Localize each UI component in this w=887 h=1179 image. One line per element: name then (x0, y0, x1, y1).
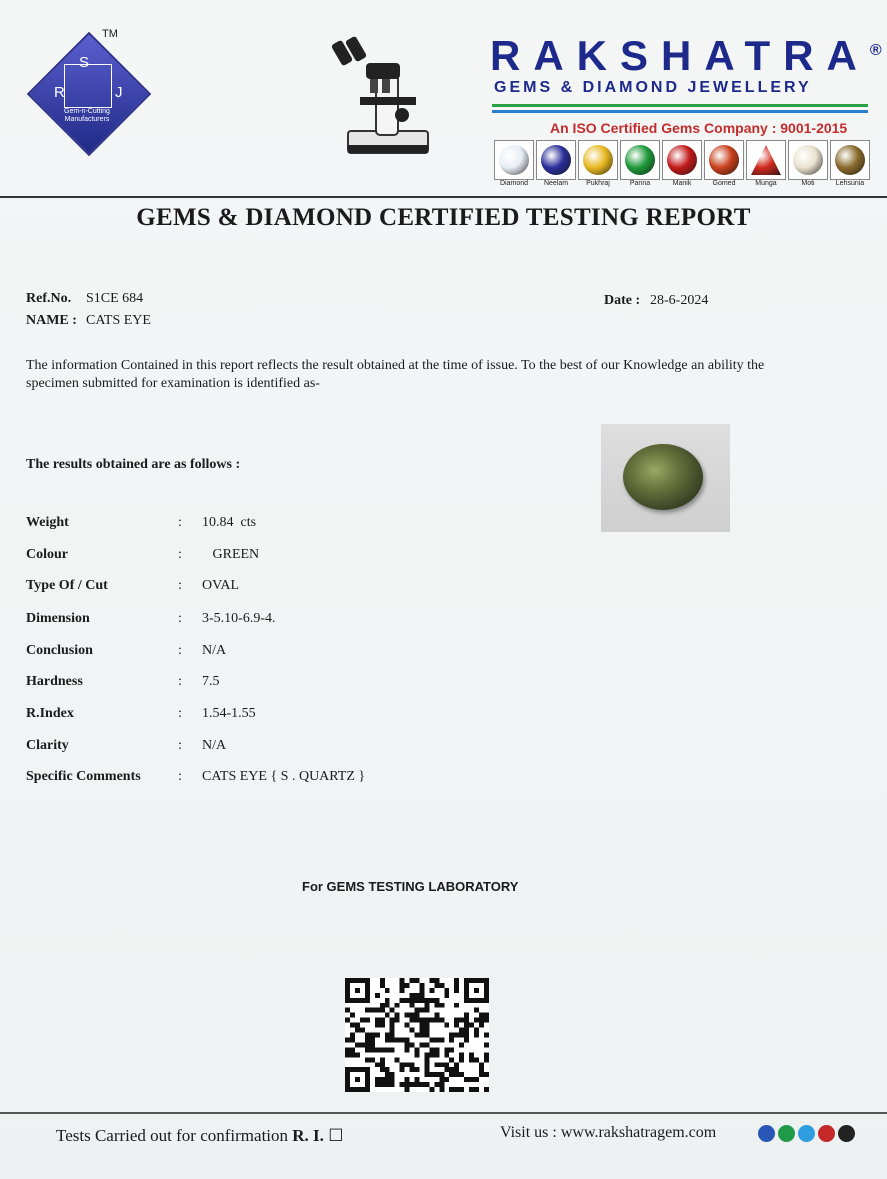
gem-label: Munga (755, 180, 777, 187)
footer-website: Visit us : www.rakshatragem.com (500, 1124, 717, 1141)
spec-value: CATS EYE { S . QUARTZ } (202, 769, 366, 784)
spec-label: Hardness (26, 674, 83, 689)
social-icons (758, 1125, 862, 1147)
spec-label: Colour (26, 547, 68, 562)
spec-colon: : (178, 643, 182, 658)
gem-swatch-neelam (536, 140, 576, 187)
results-heading: The results obtained are as follows : (26, 457, 241, 472)
twitter-icon[interactable] (798, 1125, 815, 1142)
microscope-icon (330, 35, 440, 160)
gem-label: Panna (629, 180, 651, 187)
gem-swatch-lehsunia (830, 140, 870, 187)
spec-value: OVAL (202, 578, 240, 593)
date-label: Date : (604, 293, 641, 308)
gem-label: Diamond (499, 180, 528, 187)
spec-value: 3-5.10-6.9-4. (202, 611, 276, 626)
gem-stone-icon (751, 145, 781, 175)
gem-swatch-pukhraj (578, 140, 618, 187)
footer-confirmation-note (56, 1126, 343, 1146)
checkbox-icon: ☐ (328, 1126, 344, 1145)
logo-letter-r: R (54, 84, 65, 101)
footer-ri-label: R. I. (292, 1126, 324, 1145)
gem-stone-icon (541, 145, 571, 175)
report-title: GEMS & DIAMOND CERTIFIED TESTING REPORT (136, 204, 751, 231)
brand-rule-green (492, 104, 868, 107)
spec-colon: : (178, 674, 182, 689)
logo-subtitle: Gem-n-Cutting Manufacturers (64, 108, 110, 123)
trademark-mark: TM (102, 28, 118, 40)
gem-swatch-panna (620, 140, 660, 187)
spec-colon: : (178, 769, 182, 784)
gem-stone-icon (583, 145, 613, 175)
spec-row (26, 547, 626, 567)
logo-letter-s: S (79, 54, 90, 71)
ref-value: S1CE 684 (86, 291, 144, 306)
logo-letter-j: J (115, 84, 123, 101)
spec-label: Conclusion (26, 643, 93, 658)
date-value: 28-6-2024 (650, 293, 709, 308)
cats-eye-stone-image (623, 444, 703, 510)
spec-row (26, 611, 626, 631)
gem-stone-icon (499, 145, 529, 175)
gem-stone-icon (625, 145, 655, 175)
gem-label: Gomed (712, 180, 736, 187)
gem-stone-icon (667, 145, 697, 175)
gem-label: Lehsunia (835, 180, 865, 187)
spec-colon: : (178, 611, 182, 626)
spec-label: R.Index (26, 706, 74, 721)
instagram-icon[interactable] (838, 1125, 855, 1142)
gem-stone-icon (835, 145, 865, 175)
spec-value: N/A (202, 643, 227, 658)
spec-value: 7.5 (202, 674, 220, 689)
lab-signature-line: For GEMS TESTING LABORATORY (302, 879, 519, 894)
gem-stone-icon (709, 145, 739, 175)
spec-value: 1.54-1.55 (202, 706, 256, 721)
spec-value: 10.84 cts (202, 515, 257, 530)
brand-rule-blue (492, 110, 868, 113)
srj-logo (16, 28, 146, 153)
footer-divider (0, 1112, 887, 1114)
spec-value: GREEN (202, 547, 260, 562)
gem-label: Pukhraj (586, 180, 610, 187)
spec-colon: : (178, 515, 182, 530)
spec-row (26, 738, 626, 758)
spec-colon: : (178, 547, 182, 562)
intro-paragraph: The information Contained in this report reflects the result obtained at the time of issue. To the best of our Knowledge an ability the specimen submitted for examination is identified as- (26, 358, 765, 391)
gem-stone-icon (793, 145, 823, 175)
name-value: CATS EYE (86, 313, 151, 328)
spec-value: N/A (202, 738, 227, 753)
gem-swatch-row (494, 140, 874, 190)
spec-row (26, 674, 626, 694)
ref-label: Ref.No. (26, 291, 72, 306)
header-divider (0, 196, 887, 198)
whatsapp-icon[interactable] (778, 1125, 795, 1142)
gem-label: Moti (801, 180, 815, 187)
spec-label: Specific Comments (26, 769, 141, 784)
brand-name: RAKSHATRA® (490, 32, 882, 79)
spec-row (26, 578, 626, 598)
spec-label: Dimension (26, 611, 90, 626)
gem-swatch-gomed (704, 140, 744, 187)
spec-colon: : (178, 738, 182, 753)
gem-swatch-moti (788, 140, 828, 187)
brand-subtitle: GEMS & DIAMOND JEWELLERY (494, 79, 812, 96)
spec-row (26, 769, 626, 789)
spec-row (26, 706, 626, 726)
gem-swatch-diamond (494, 140, 534, 187)
qr-code (345, 978, 489, 1092)
youtube-icon[interactable] (818, 1125, 835, 1142)
name-label: NAME : (26, 313, 77, 328)
facebook-icon[interactable] (758, 1125, 775, 1142)
spec-label: Weight (26, 515, 69, 530)
spec-label: Clarity (26, 738, 69, 753)
gem-label: Manik (672, 180, 692, 187)
spec-colon: : (178, 578, 182, 593)
spec-label: Type Of / Cut (26, 578, 108, 593)
gem-swatch-manik (662, 140, 702, 187)
spec-row (26, 515, 626, 535)
iso-certification: An ISO Certified Gems Company : 9001-2015 (550, 120, 848, 136)
footer-left-text: Tests Carried out for confirmation (56, 1126, 289, 1145)
spec-row (26, 643, 626, 663)
gem-label: Neelam (543, 180, 569, 187)
gem-swatch-munga (746, 140, 786, 187)
spec-colon: : (178, 706, 182, 721)
